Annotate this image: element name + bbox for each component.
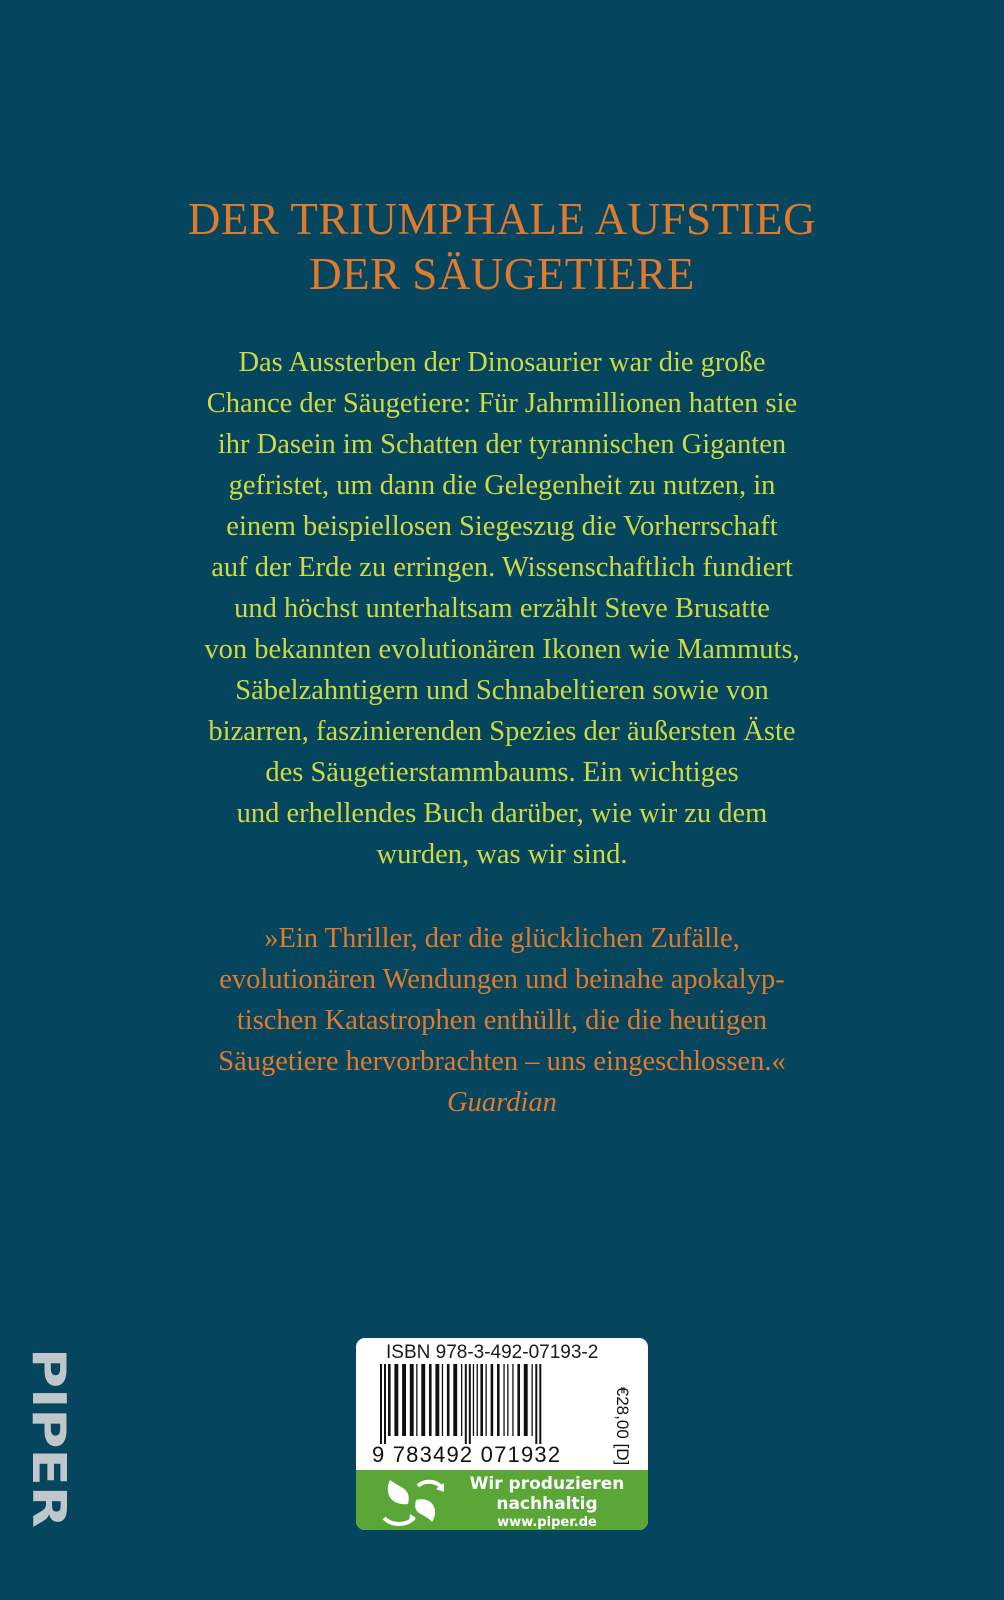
barcode-bar [477,1364,478,1436]
blurb-line: Das Aussterben der Dinosaurier war die große [238,347,766,378]
barcode-bar [447,1364,450,1436]
blurb-line: Chance der Säugetiere: Für Jahrmillionen hatten sie [206,388,798,419]
barcode-bar [517,1364,520,1436]
barcode-bar [421,1364,425,1436]
barcode-bar [507,1364,508,1436]
sustainability-badge [356,1470,648,1530]
barcode-bar [497,1364,500,1436]
barcode-bar [535,1364,537,1444]
barcode-bar [465,1364,467,1444]
barcode-bar [453,1364,457,1436]
quote-line: Säugetiere hervorbrachten – uns eingeschlossen.« [218,1046,786,1077]
barcode-bar [410,1364,414,1436]
press-quote [120,918,884,1123]
blurb-line: auf der Erde zu erringen. Wissenschaftlich fundiert [211,552,793,583]
blurb-line: ihr Dasein im Schatten der tyrannischen Giganten [217,429,787,460]
blurb-text [120,342,884,875]
barcode-bar [512,1364,513,1436]
blurb-line: bizarren, faszinierenden Spezies der äußersten Äste [208,716,796,747]
publisher-url: www.piper.de [497,1515,597,1530]
blurb-line: einem beispiellosen Siegeszug die Vorherrschaft [226,511,778,542]
blurb-line: wurden, was wir sind. [376,839,628,870]
barcode-bar [429,1364,432,1436]
blurb-line: gefristet, um dann die Gelegenheit zu nutzen, in [228,470,776,501]
barcode-bar [473,1364,474,1436]
price-tag [602,1366,642,1486]
barcode-bar [532,1364,533,1436]
barcode-bar [384,1364,386,1444]
blurb-line: und höchst unterhaltsam erzählt Steve Brusatte [234,593,770,624]
barcode-bar [539,1364,541,1444]
quote-line: tischen Katastrophen enthüllt, die die heutigen [236,1005,768,1036]
publisher-logo [22,1345,76,1531]
leaves-recycle-icon [378,1474,448,1528]
barcode-bar [491,1364,494,1436]
barcode-label [356,1338,648,1530]
quote-source: Guardian [447,1087,557,1118]
blurb-line: des Säugetierstammbaums. Ein wichtiges [265,757,739,788]
publisher-logo-text: PIPER [22,1348,76,1500]
barcode-bar [394,1364,398,1436]
barcode-bar [524,1364,528,1436]
blurb-line: Säbelzahntigern und Schnabeltieren sowie von [235,675,769,706]
barcode-bar [402,1364,406,1436]
barcode-bar [469,1364,471,1444]
barcode-bar [503,1364,504,1436]
heading-line: DER SÄUGETIERE [309,249,695,299]
barcode-bar [380,1364,382,1444]
eco-line: nachhaltig [496,1494,598,1514]
barcode-bar [480,1364,483,1436]
book-title-heading [0,192,1004,302]
blurb-line: und erhellendes Buch darüber, wie wir zu dem [236,798,768,829]
barcode-bar [442,1364,443,1436]
quote-line: »Ein Thriller, der die glücklichen Zufälle, [264,923,740,954]
barcode-bars [378,1364,592,1444]
eco-line: Wir produzieren [469,1474,625,1494]
barcode-digits: 9 783492 071932 [372,1442,562,1467]
blurb-line: von bekannten evolutionären Ikonen wie Mammuts, [204,634,800,665]
barcode-bar [486,1364,487,1436]
quote-line: evolutionären Wendungen und beinahe apokalyp- [219,964,785,995]
barcode-bar [388,1364,391,1436]
price-text: €28,00 [D] [613,1386,632,1466]
barcode-bar [461,1364,462,1436]
barcode-bar [416,1364,417,1436]
barcode-bar [435,1364,439,1436]
sustainability-text [452,1474,642,1530]
heading-line: DER TRIUMPHALE AUFSTIEG [187,194,817,244]
isbn-text: ISBN 978-3-492-07193-2 [386,1342,599,1363]
